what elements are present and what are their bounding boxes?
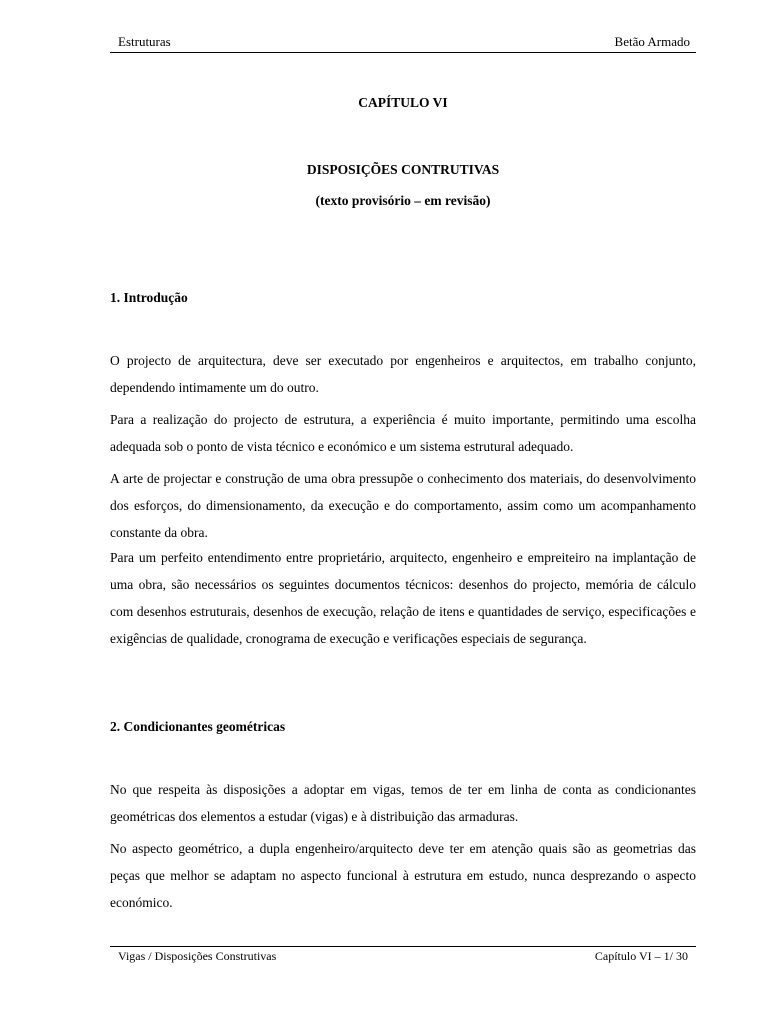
section-heading-condicionantes: 2. Condicionantes geométricas	[110, 719, 286, 734]
chapter-subtitle: DISPOSIÇÕES CONTRUTIVAS	[306, 162, 500, 177]
chapter-title: CAPÍTULO VI	[358, 95, 448, 110]
page-footer	[110, 946, 696, 967]
paragraph: Para a realização do projecto de estrutura, a experiência é muito importante, permitindo uma escolha adequada sob o ponto de vista técnico e económico e um sistema estrutural adequado.	[110, 412, 696, 454]
page-header	[110, 34, 696, 53]
chapter-note: (texto provisório – em revisão)	[315, 193, 491, 208]
footer-left-text: Vigas / Disposições Construtivas	[118, 949, 277, 963]
header-right-text: Betão Armado	[614, 34, 690, 49]
footer-page-number: Capítulo VI – 1/ 30	[594, 949, 688, 963]
paragraph: No aspecto geométrico, a dupla engenheiro/arquitecto deve ter em atenção quais são as geometrias das peças que melhor se adaptam no aspecto funcional à estrutura em estudo, nunca desprezando o aspecto económico.	[110, 841, 696, 910]
section-heading-introducao: 1. Introdução	[110, 290, 188, 305]
paragraph: A arte de projectar e construção de uma obra pressupõe o conhecimento dos materiais, do desenvolvimento dos esforços, do dimensionamento, da execução e do comportamento, assim como um acompanhamento constante da obra.	[110, 471, 696, 540]
header-left-text: Estruturas	[118, 34, 171, 49]
paragraph: No que respeita às disposições a adoptar em vigas, temos de ter em linha de conta as condicionantes geométricas dos elementos a estudar (vigas) e à distribuição das armaduras.	[110, 782, 696, 824]
paragraph: Para um perfeito entendimento entre proprietário, arquitecto, engenheiro e empreiteiro na implantação de uma obra, são necessários os seguintes documentos técnicos: desenhos do projecto, memória de cálculo com desenhos estruturais, desenhos de execução, relação de itens e quantidades de serviço, especificações e exigências de qualidade, cronograma de execução e verificações especiais de segurança.	[110, 550, 696, 646]
paragraph: O projecto de arquitectura, deve ser executado por engenheiros e arquitectos, em trabalho conjunto, dependendo intimamente um do outro.	[110, 353, 696, 395]
